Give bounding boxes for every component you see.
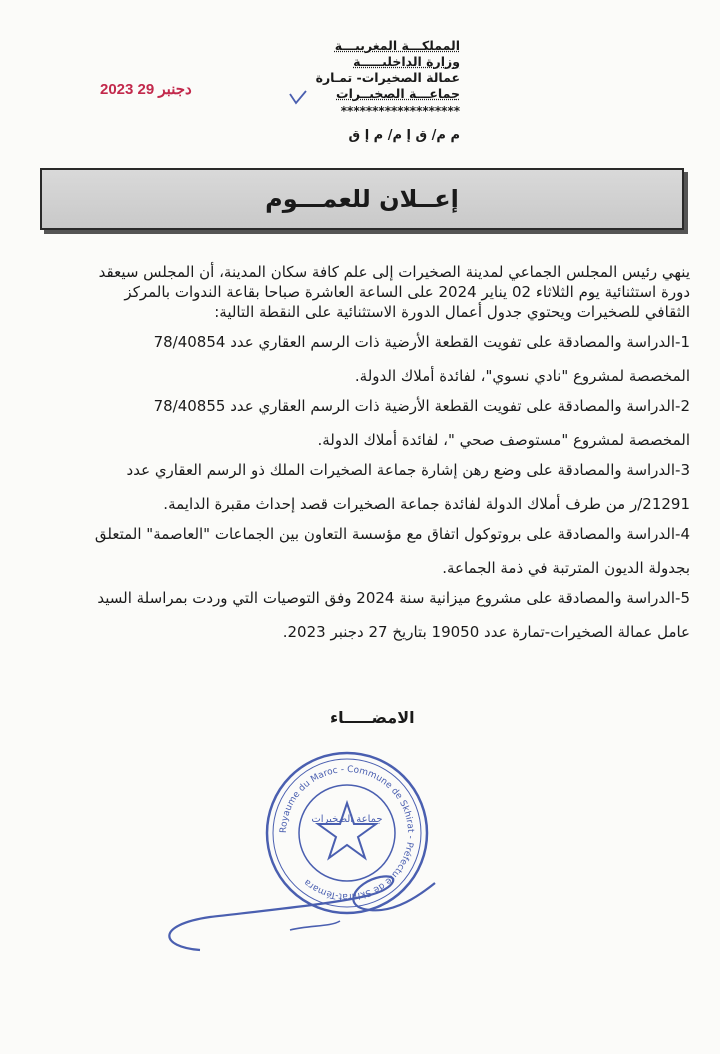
announcement-body [30,262,690,642]
announcement-title-box [40,168,684,230]
agenda-line: المخصصة لمشروع "نادي نسوي"، لفائدة أملاك الدولة. [354,367,690,385]
signature-icon [140,855,440,965]
agenda-item-2 [30,396,690,450]
agenda-line: 2-الدراسة والمصادقة على تفويت القطعة الأرضية ذات الرسم العقاري عدد 78/40855 [153,397,690,415]
header-kingdom: المملكـــة المغربيـــة [334,38,460,53]
intro-paragraph [30,262,690,322]
agenda-line: بجدولة الديون المترتبة في ذمة الجماعة. [442,559,690,577]
date-stamp [100,80,192,98]
agenda-line: 3-الدراسة والمصادقة على وضع رهن إشارة جماعة الصخيرات الملك ذو الرسم العقاري عدد [126,461,690,479]
agenda-line: 21291/ر من طرف أملاك الدولة لفائدة جماعة الصخيرات قصد إحداث مقبرة الدايمة. [163,495,690,513]
agenda-line: عامل عمالة الصخيرات-تمارة عدد 19050 بتاريخ 27 دجنبر 2023. [282,623,690,641]
seal-inner-text: جماعة الصخيرات [311,814,383,825]
intro-line: دورة استثنائية يوم الثلاثاء 02 يناير 2024 على الساعة العاشرة صباحا بقاعة الندوات بالمركز [124,283,690,301]
header-reference: م م/ ق إ م/ م إ ق [348,128,460,143]
header-commune: جماعـــة الصخيــرات [336,86,460,101]
agenda-line: المخصصة لمشروع "مستوصف صحي "، لفائدة أملاك الدولة. [317,431,690,449]
header-prefecture: عمالة الصخيرات- تمـارة [315,70,460,85]
header-stars: ******************* [340,104,460,118]
date-stamp-day: 29 [137,81,155,98]
agenda-line: 4-الدراسة والمصادقة على بروتوكول اتفاق مع مؤسسة التعاون بين الجماعات "العاصمة" المتعلق [94,525,690,543]
agenda-item-1 [30,332,690,386]
signature-label: الامضـــــاء [330,708,415,727]
agenda-line: 5-الدراسة والمصادقة على مشروع ميزانية سنة 2024 وفق التوصيات التي وردت بمراسلة السيد [97,589,690,607]
header-ministry: وزارة الداخليـــــة [353,54,460,69]
letterhead [300,38,460,144]
date-stamp-month: دجنبر [158,81,192,98]
intro-line: ينهي رئيس المجلس الجماعي لمدينة الصخيرات إلى علم كافة سكان المدينة، أن المجلس سيعقد [98,263,690,281]
agenda-item-4 [30,524,690,578]
announcement-title: إعــلان للعمـــوم [265,185,459,213]
date-stamp-year: 2023 [100,81,134,98]
agenda-item-3 [30,460,690,514]
seal-outer-text: Royaume du Maroc - Commune de Skhirat - Préfecture de Skhirat-Témara [278,764,416,902]
agenda-item-5 [30,588,690,642]
intro-line: الثقافي للصخيرات ويحتوي جدول أعمال الدورة الاستثنائية على النقطة التالية: [214,303,690,321]
agenda-line: 1-الدراسة والمصادقة على تفويت القطعة الأرضية ذات الرسم العقاري عدد 78/40854 [153,333,690,351]
